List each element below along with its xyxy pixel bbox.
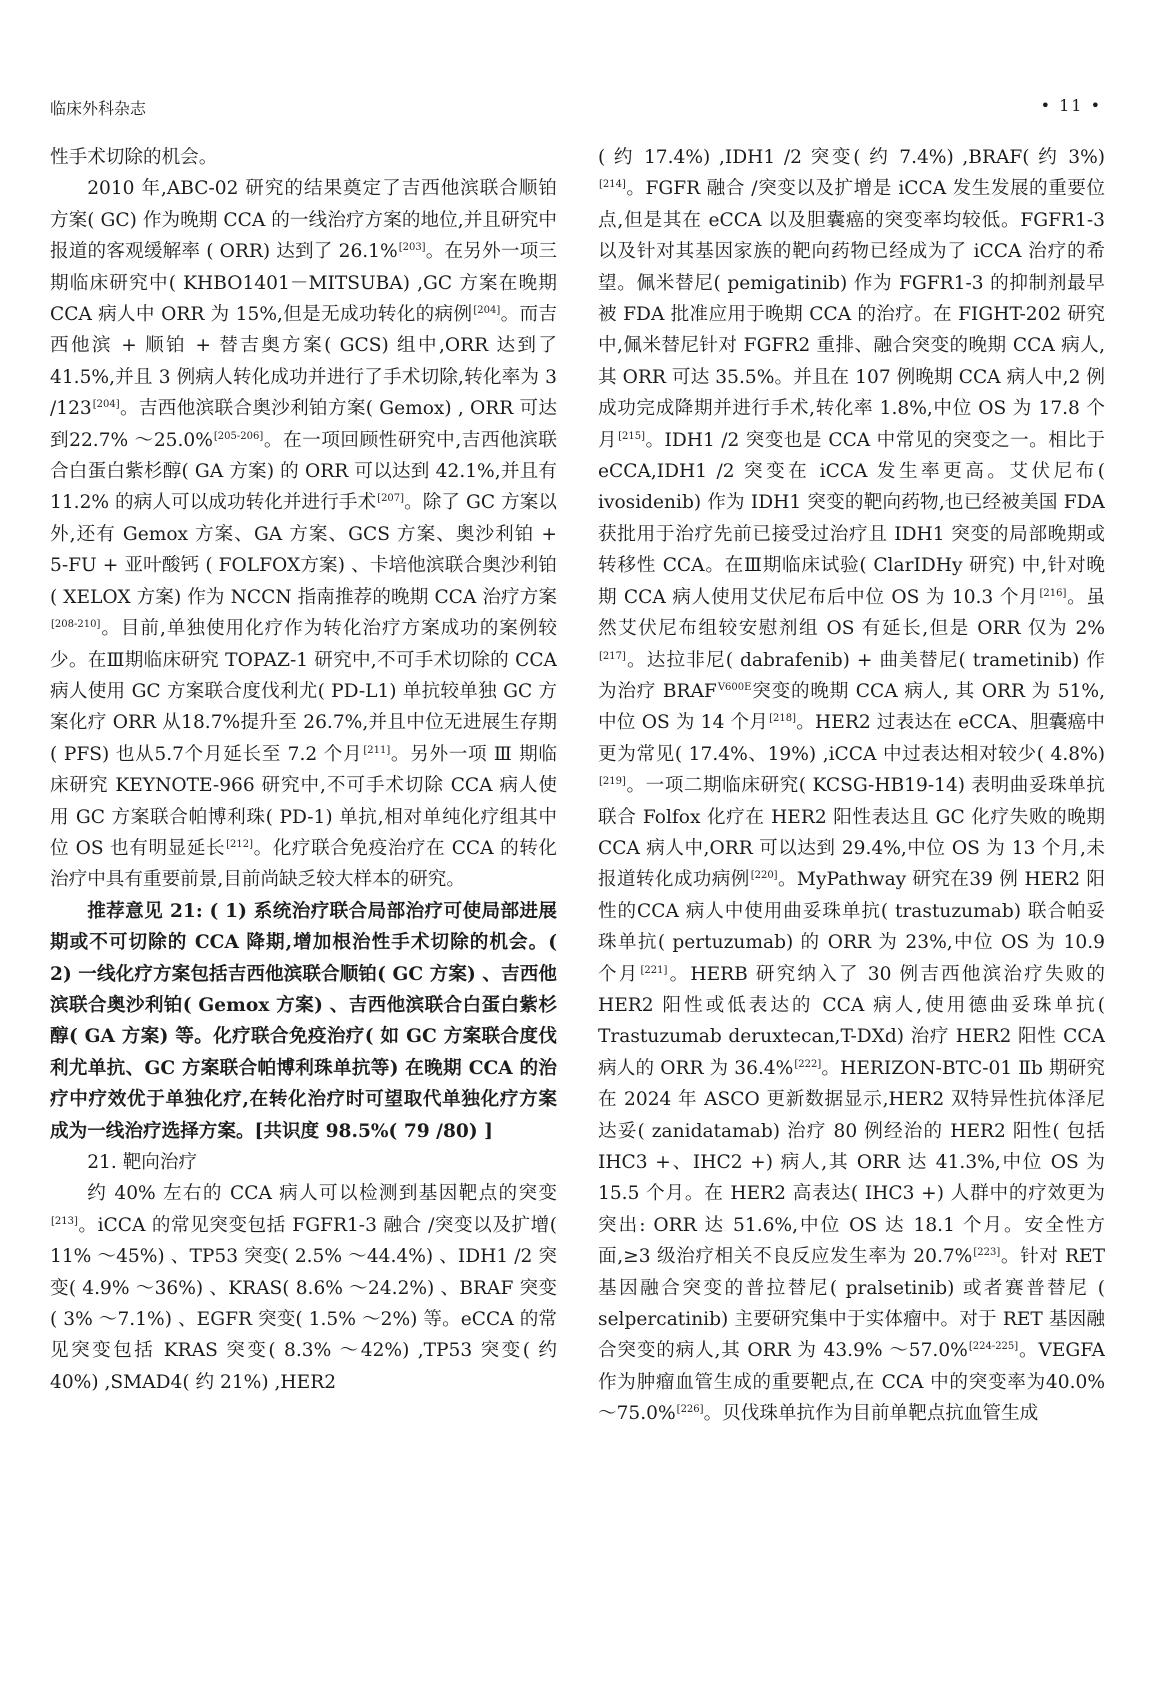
citation-ref: [220] bbox=[750, 870, 778, 882]
citation-ref: [204] bbox=[92, 399, 120, 411]
text-run: 。HER2 过表达在 eCCA、胆囊癌中更为常见( 17.4%、19%) ,iCCA 中过表达相对较少( 4.8%) bbox=[598, 712, 1105, 765]
text-run: 。一项二期临床研究( KCSG-HB19-14) 表明曲妥珠单抗联合 Folfox 化疗在 HER2 阳性表达且 GC 化疗失败的晚期 CCA 病人中,ORR 可以达到 29.4%,中位 OS 为 13 个月,未报道转化成功病例 bbox=[598, 775, 1105, 891]
citation-ref: [205-206] bbox=[213, 430, 264, 442]
text-run: 。IDH1 /2 突变也是 CCA 中常见的突变之一。相比于 eCCA,IDH1 /2 突变在 iCCA 发生率更高。艾伏尼布( ivosidenib) 作为 IDH1 突变的靶向药物,也已经被美国 FDA 获批用于治疗先前已接受过治疗且 IDH1 突变的局部晚期或转移性 CCA。在Ⅲ期临床试验( ClarIDHy 研究) 中,针对晚期 CCA 病人使用艾伏尼布后中位 OS 为 10.3 个月 bbox=[598, 429, 1105, 608]
paragraph: 性手术切除的机会。 bbox=[50, 147, 218, 168]
citation-ref: [217] bbox=[599, 650, 626, 662]
citation-ref: [222] bbox=[794, 1058, 822, 1070]
citation-ref: [221] bbox=[640, 964, 668, 976]
text-run: 。VEGFA作为肿瘤血管生成的重要靶点,在 CCA 中的突变率为40.0% ～75.0% bbox=[598, 1340, 1105, 1425]
text-run: 突变的晚期 CCA 病人, 其 ORR 为 51%,中位 OS 为 14 个月 bbox=[598, 680, 1105, 734]
text-run: 。而吉西他滨 + 顺铂 + 替吉奥方案( GCS) 组中,ORR 达到了41.5%,并且 3 例病人转化成功并进行了手术切除,转化率为 3 /123 bbox=[50, 304, 557, 420]
text-run: 。另外一项 Ⅲ 期临床研究 KEYNOTE-966 研究中,不可手术切除 CCA 病人使用 GC 方案联合帕博利珠( PD-1) 单抗,相对单纯化疗组其中位 OS 也有明显延长 bbox=[50, 743, 557, 859]
citation-ref: [214] bbox=[599, 179, 626, 191]
recommendation-21 bbox=[50, 896, 557, 1147]
text-run: 约 40% 左右的 CCA 病人可以检测到基因靶点的突变 bbox=[87, 1183, 557, 1205]
citation-ref: V600E bbox=[717, 681, 752, 693]
citation-ref: [204] bbox=[473, 305, 501, 317]
text-run: 。贝伐珠单抗作为目前单靶点抗血管生成 bbox=[703, 1403, 1039, 1425]
text-run: 。针对 RET 基因融合突变的普拉替尼( pralsetinib) 或者赛普替尼 ( selpercatinib) 主要研究集中于实体瘤中。对于 RET 基因融合突变的病人,其 ORR 为 43.9% ～57.0% bbox=[598, 1246, 1105, 1362]
text-run: 。HERIZON-BTC-01 Ⅱb 期研究在 2024 年 ASCO 更新数据显示,HER2 双特异性抗体泽尼达妥( zanidatamab) 治疗 80 例经治的 HER2 阳性( 包括 IHC3 +、IHC2 +) 病人,其 ORR 达 41.3%,中位 OS 为 15.5 个月。在 HER2 高表达( IHC3 +) 人群中的疗效更为突出: ORR 达 51.6%,中位 OS 达 18.1 个月。安全性方面,≥3 级治疗相关不良反应发生率为 20.7% bbox=[598, 1057, 1105, 1268]
citation-ref: [212] bbox=[226, 838, 253, 850]
text-run: 。FGFR 融合 /突变以及扩增是 iCCA 发生发展的重要位点,但是其在 eCCA 以及胆囊癌的突变率均较低。FGFR1-3 以及针对其基因家族的靶向药物已经成为了 iCCA 治疗的希望。佩米替尼( pemigatinib) 作为 FGFR1-3 的抑制剂最早被 FDA 批准应用于晚期 CCA 的治疗。在 FIGHT-202 研究中,佩米替尼针对 FGFR2 重排、融合突变的晚期 CCA 病人,其 ORR 可达 35.5%。并且在 107 例晚期 CCA 病人中,2 例成功完成降期并进行手术,转化率 1.8%,中位 OS 为 17.8 个月 bbox=[598, 178, 1105, 451]
left-column bbox=[50, 142, 557, 1702]
citation-ref: [219] bbox=[599, 776, 626, 788]
journal-name: 临床外科杂志 bbox=[50, 99, 147, 118]
text-run: 。虽然艾伏尼布组较安慰剂组 OS 有延长,但是 ORR 仅为 2% bbox=[598, 586, 1105, 640]
text-run: 。iCCA 的常见突变包括 FGFR1-3 融合 /突变以及扩增( 11% ～45%) 、TP53 突变( 2.5% ～44.4%) 、IDH1 /2 突变( 4.9% ～36%) 、KRAS( 8.6% ～24.2%) 、BRAF 突变( 3% ～7.1%) 、EGFR 突变( 1.5% ～2%) 等。eCCA 的常见突变包括 KRAS 突变( 8.3% ～42%) ,TP53 突变( 约 40%) ,SMAD4( 约 21%) ,HER2 bbox=[50, 1214, 557, 1393]
citation-ref: [215] bbox=[618, 430, 645, 442]
text-run: 。吉西他滨联合奥沙利铂方案( Gemox) , ORR 可达到22.7% ～25.0% bbox=[50, 398, 557, 451]
citation-ref: [216] bbox=[1039, 587, 1067, 599]
text-run: 2010 年,ABC-02 研究的结果奠定了吉西他滨联合顺铂方案( GC) 作为晚期 CCA 的一线治疗方案的地位,并且研究中报道的客观缓解率 ( ORR) 达到了 26.1% bbox=[50, 178, 557, 263]
right-column bbox=[598, 142, 1105, 1702]
text-run: 。目前,单独使用化疗作为转化治疗方案成功的案例较少。在Ⅲ期临床研究 TOPAZ-1 研究中,不可手术切除的 CCA 病人使用 GC 方案联合度伐利尤( PD-L1) 单抗较单独 GC 方案化疗 ORR 从18.7%提升至 26.7%,并且中位无进展生存期( PFS) 也从5.7个月延长至 7.2 个月 bbox=[50, 618, 557, 765]
text-run: 。除了 GC 方案以外,还有 Gemox 方案、GA 方案、GCS 方案、奥沙利铂 + 5-FU + 亚叶酸钙 ( FOLFOX方案) 、卡培他滨联合奥沙利铂( XELOX 方案) 作为 NCCN 指南推荐的晚期 CCA 治疗方案 bbox=[50, 492, 557, 608]
text-run: ( 约 17.4%) ,IDH1 /2 突变( 约 7.4%) ,BRAF( 约 3%) bbox=[598, 147, 1105, 168]
citation-ref: [218] bbox=[769, 713, 797, 725]
citation-ref: [223] bbox=[973, 1247, 1001, 1259]
citation-ref: [207] bbox=[377, 493, 405, 505]
paragraph bbox=[50, 173, 557, 895]
consensus-rating: [共识度 98.5%( 79 /80) ] bbox=[254, 1120, 493, 1142]
citation-ref: [211] bbox=[363, 744, 391, 756]
citation-ref: [226] bbox=[676, 1404, 704, 1416]
citation-ref: [224-225] bbox=[968, 1341, 1019, 1353]
running-header bbox=[50, 96, 1102, 122]
text-run: 。HERB 研究纳入了 30 例吉西他滨治疗失败的 HER2 阳性或低表达的 CCA 病人,使用德曲妥珠单抗( Trastuzumab deruxtecan,T-DXd) 治疗 HER2 阳性 CCA 病人的 ORR 为 36.4% bbox=[598, 963, 1105, 1079]
text-run: 。MyPathway 研究在39 例 HER2 阳性的CCA 病人中使用曲妥珠单抗( trastuzumab) 联合帕妥珠单抗( pertuzumab) 的 ORR 为 23%,中位 OS 为 10.9 个月 bbox=[598, 869, 1105, 985]
paragraph bbox=[598, 142, 1105, 1430]
text-run: 。在一项回顾性研究中,吉西他滨联合白蛋白紫杉醇( GA 方案) 的 ORR 可以达到 42.1%,并且有 11.2% 的病人可以成功转化并进行手术 bbox=[50, 429, 557, 514]
section-heading: 21. 靶向治疗 bbox=[87, 1152, 198, 1173]
paragraph bbox=[50, 1178, 557, 1398]
text-run: 。化疗联合免疫治疗在 CCA 的转化治疗中具有重要前景,目前尚缺乏较大样本的研究。 bbox=[50, 837, 557, 891]
text-run: 。达拉非尼( dabrafenib) + 曲美替尼( trametinib) 作为治疗 BRAF bbox=[598, 649, 1105, 702]
text-run: 。在另外一项三期临床研究中( KHBO1401－MITSUBA) ,GC 方案在晚期 CCA 病人中 ORR 为 15%,但是无成功转化的病例 bbox=[50, 241, 557, 326]
citation-ref: [203] bbox=[398, 242, 426, 254]
recommendation-text: 推荐意见 21: ( 1) 系统治疗联合局部治疗可使局部进展期或不可切除的 CCA 降期,增加根治性手术切除的机会。( 2) 一线化疗方案包括吉西他滨联合顺铂( GC 方案) 、吉西他滨联合奥沙利铂( Gemox 方案) 、吉西他滨联合白蛋白紫杉醇( GA 方案) 等。化疗联合免疫治疗( 如 GC 方案联合度伐利尤单抗、GC 方案联合帕博利珠单抗等) 在晚期 CCA 的治疗中疗效优于单独化疗,在转化治疗时可望取代单独化疗方案成为一线治疗选择方案。 bbox=[50, 900, 557, 1142]
citation-ref: [213] bbox=[51, 1215, 78, 1227]
citation-ref: [208-210] bbox=[51, 619, 101, 631]
page-number: • 11 • bbox=[1040, 96, 1102, 115]
